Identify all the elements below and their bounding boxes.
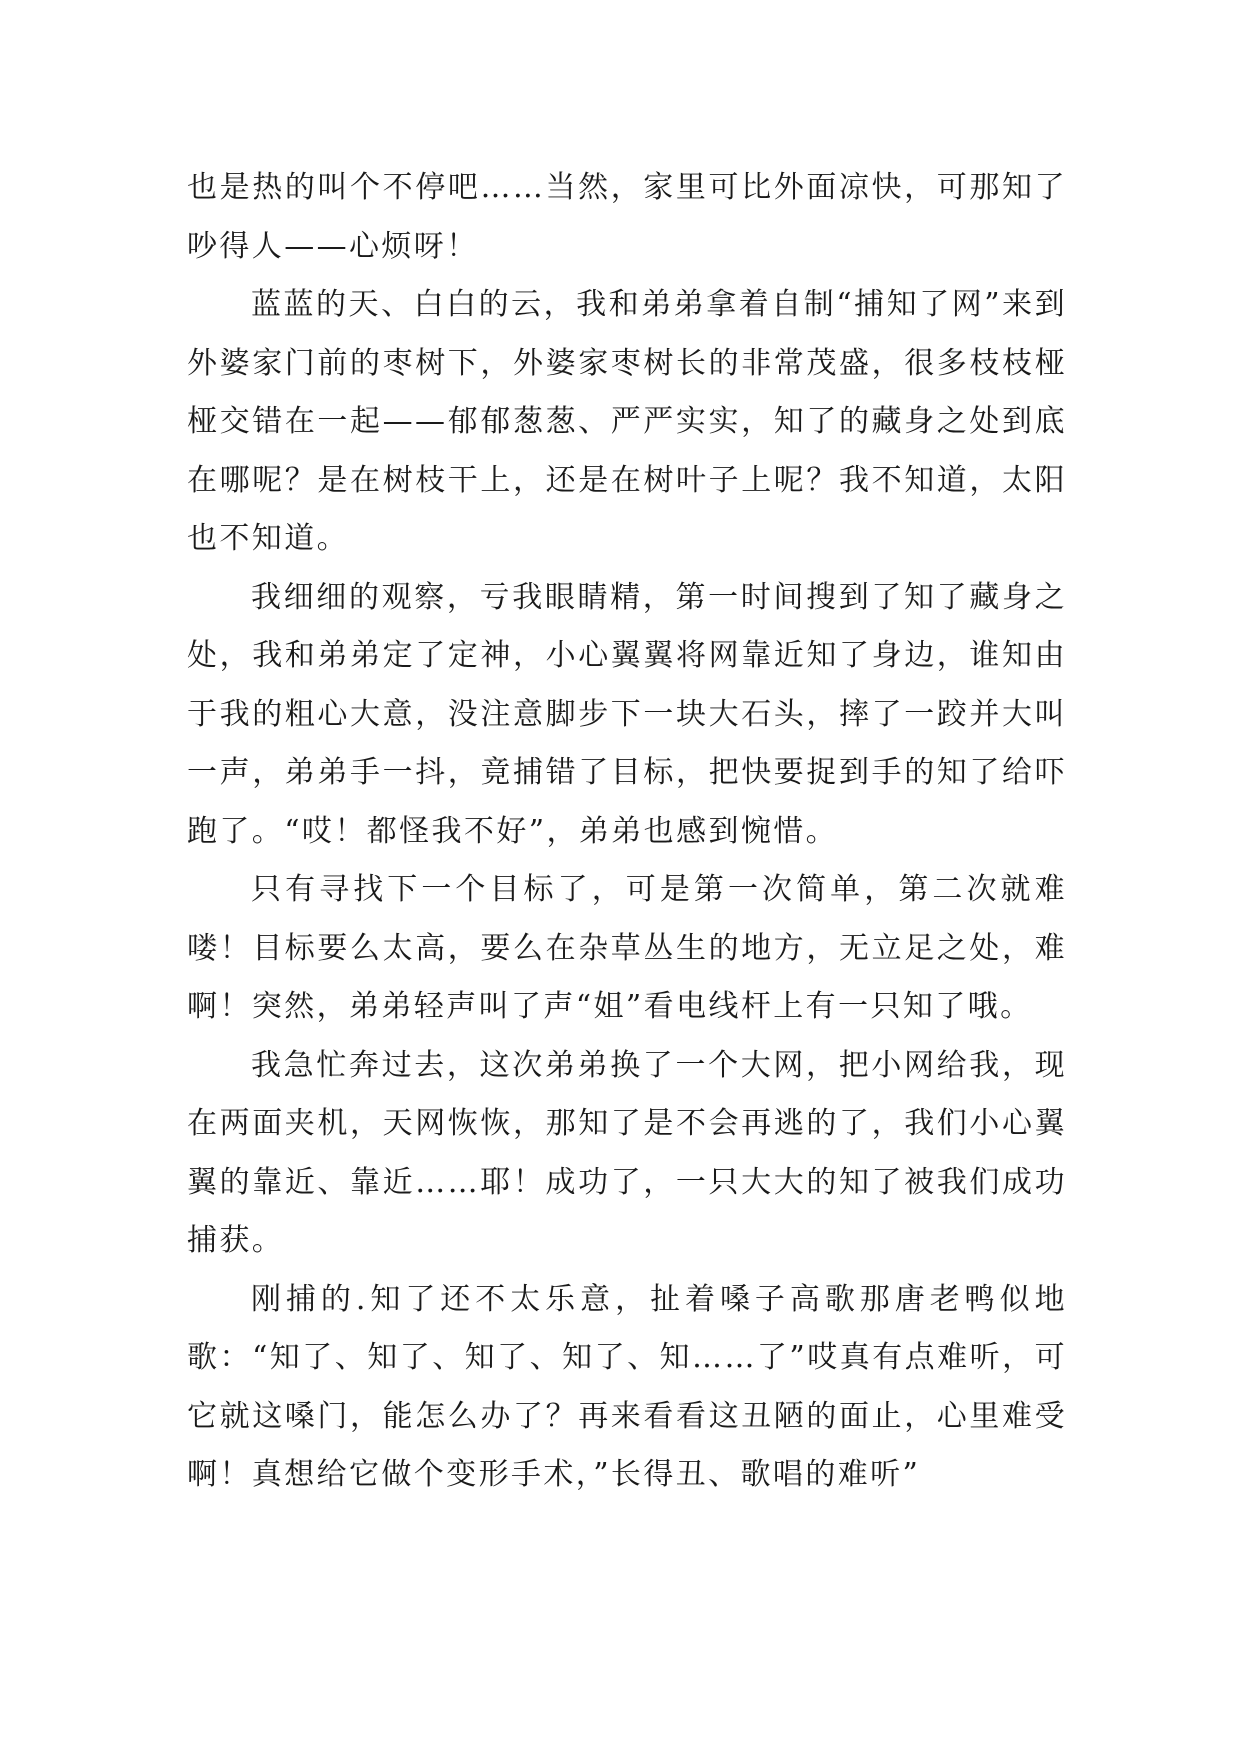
paragraph: 刚捕的.知了还不太乐意，扯着嗓子高歌那唐老鸭似地歌：“知了、知了、知了、知了、知……了”哎真有点难听，可它就这嗓门，能怎么办了？再来看看这丑陋的面止，心里难受啊！真想给它做个变形手术，”长得丑、歌唱的难听” (187, 1281, 1067, 1492)
paragraph-continuation: 也是热的叫个不停吧……当然，家里可比外面凉快，可那知了吵得人——心烦呀！ (187, 170, 1067, 264)
paragraph: 只有寻找下一个目标了，可是第一次简单，第二次就难喽！目标要么太高，要么在杂草丛生的地方，无立足之处，难啊！突然，弟弟轻声叫了声“姐”看电线杆上有一只知了哦。 (187, 872, 1067, 1024)
paragraph: 我细细的观察，亏我眼睛精，第一时间搜到了知了藏身之处，我和弟弟定了定神，小心翼翼将网靠近知了身边，谁知由于我的粗心大意，没注意脚步下一块大石头，摔了一跤并大叫一声，弟弟手一抖，竟捕错了目标，把快要捉到手的知了给吓跑了。“哎！都怪我不好”，弟弟也感到惋惜。 (187, 579, 1067, 849)
document-body (187, 159, 1067, 1505)
paragraph: 蓝蓝的天、白白的云，我和弟弟拿着自制“捕知了网”来到外婆家门前的枣树下，外婆家枣树长的非常茂盛，很多枝枝桠桠交错在一起——郁郁葱葱、严严实实，知了的藏身之处到底在哪呢？是在树枝干上，还是在树叶子上呢？我不知道，太阳也不知道。 (187, 287, 1067, 556)
paragraph: 我急忙奔过去，这次弟弟换了一个大网，把小网给我，现在两面夹机，天网恢恢，那知了是不会再逃的了，我们小心翼翼的靠近、靠近……耶！成功了，一只大大的知了被我们成功捕获。 (187, 1047, 1067, 1258)
